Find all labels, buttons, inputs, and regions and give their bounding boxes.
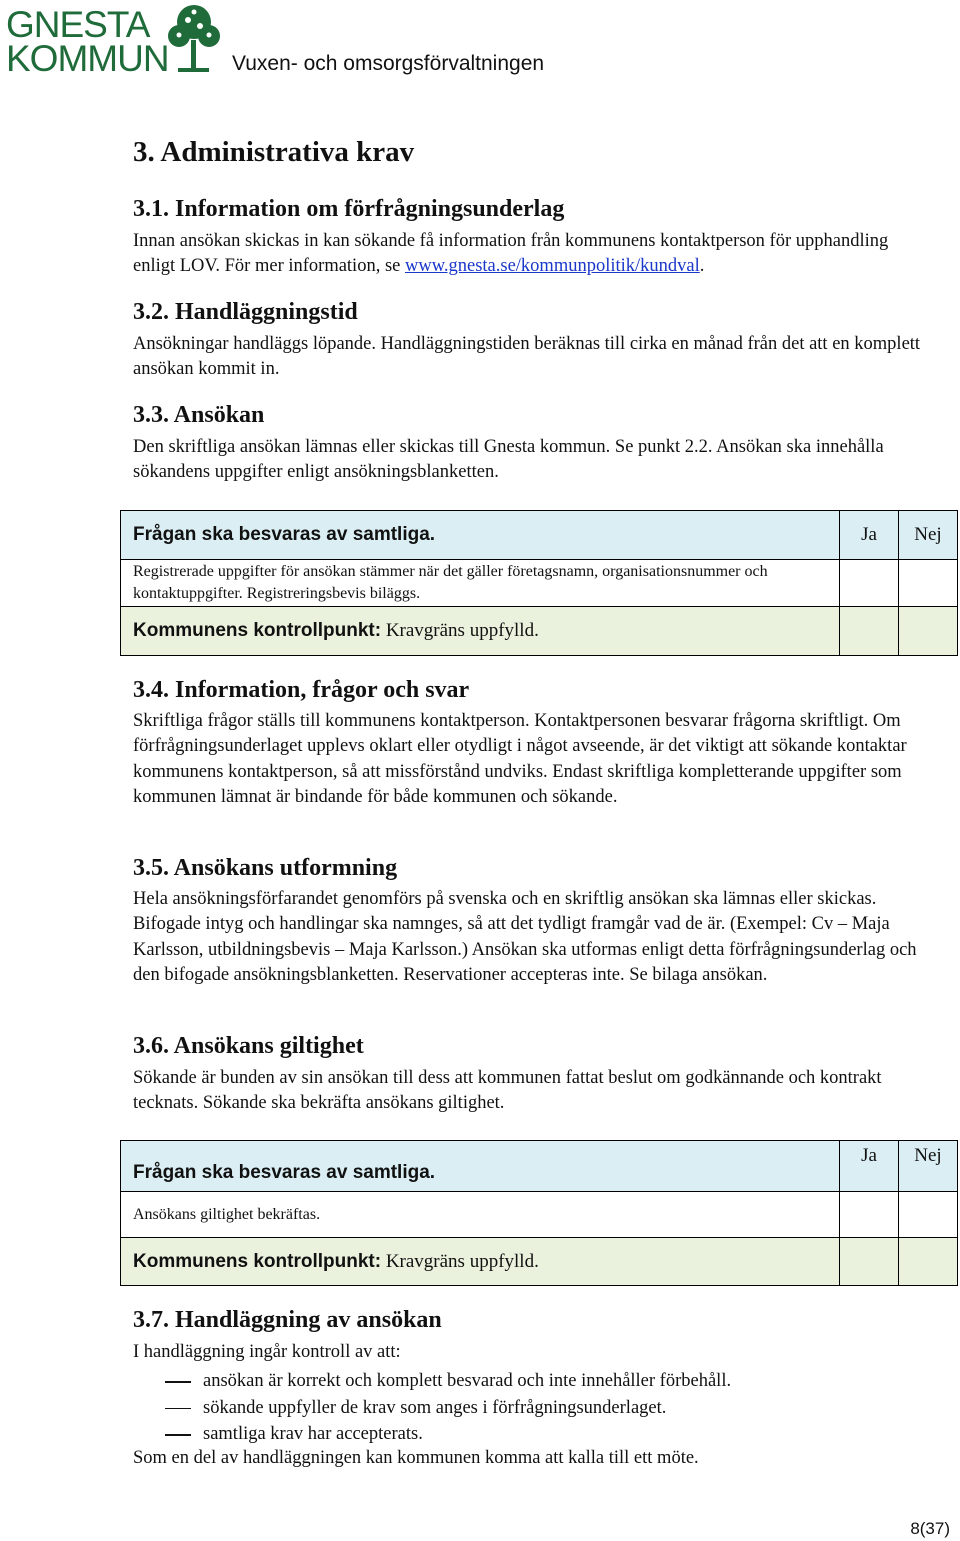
paragraph-3-3: Den skriftliga ansökan lämnas eller skickas till Gnesta kommun. Se punkt 2.2. Ansökan ska innehålla sökandens uppgifter enligt ansökningsblanketten. <box>133 437 884 483</box>
paragraph-3-6: Sökande är bunden av sin ansökan till dess att kommunen fattat beslut om godkännande och kontrakt tecknats. Sökande ska bekräfta ansökans giltighet. <box>133 1068 882 1114</box>
dash-bullet <box>165 1434 191 1436</box>
requirement-table-1 <box>120 510 958 656</box>
table2-control-value: Kravgräns uppfylld. <box>381 1250 539 1272</box>
paragraph-3-7-closing: Som en del av handläggningen kan kommunen komma att kalla till ett möte. <box>133 1448 699 1468</box>
table1-yes-cell[interactable] <box>840 560 899 607</box>
paragraph-3-1-text: Innan ansökan skickas in kan sökande få information från kommunens kontaktperson för upphandling enligt LOV. För mer information, se <box>133 231 889 277</box>
list-item <box>133 1395 731 1422</box>
kundval-link[interactable]: www.gnesta.se/kommunpolitik/kundval <box>404 256 700 277</box>
gnesta-logo <box>4 2 234 79</box>
table2-row-text: Ansökans giltighet bekräftas. <box>121 1192 840 1238</box>
requirement-table-2 <box>120 1140 958 1286</box>
table1-question: Frågan ska besvaras av samtliga. <box>121 511 840 560</box>
paragraph-3-4: Skriftliga frågor ställs till kommunens kontaktperson. Kontaktpersonen besvarar frågorna skriftligt. Om förfrågningsunderlaget upplevs oklart eller otydligt i något avseende, är det viktigt att sökande kontaktar kommunens kontaktperson, så att missförstånd undviks. Endast skriftliga kompletterande uppgifter som kommunen lämnat är bindande för både kommunen och sökande. <box>133 711 907 807</box>
table2-yes-header: Ja <box>840 1141 899 1192</box>
table1-no-header: Nej <box>899 511 958 560</box>
table1-control-label: Kommunens kontrollpunkt: <box>133 620 382 641</box>
logo-line1: GNESTA <box>6 4 150 45</box>
table2-control-label: Kommunens kontrollpunkt: <box>133 1250 382 1272</box>
table2-control-no-cell[interactable] <box>899 1238 958 1286</box>
table2-yes-cell[interactable] <box>840 1192 899 1238</box>
table2-question: Frågan ska besvaras av samtliga. <box>121 1141 840 1192</box>
paragraph-3-2: Ansökningar handläggs löpande. Handläggningstiden beräknas till cirka en månad från det att en komplett ansökan kommit in. <box>133 334 921 380</box>
department-name: Vuxen- och omsorgsförvaltningen <box>232 52 545 75</box>
heading-3-3: 3.3. Ansökan <box>133 402 265 428</box>
heading-3-2: 3.2. Handläggningstid <box>133 299 358 325</box>
dash-bullet <box>165 1408 191 1410</box>
list-item <box>133 1421 731 1448</box>
list-item <box>133 1368 731 1395</box>
list-item-text: sökande uppfyller de krav som anges i förfrågningsunderlaget. <box>203 1397 667 1418</box>
requirement-list <box>133 1368 731 1448</box>
paragraph-3-5: Hela ansökningsförfarandet genomförs på svenska och en skriftlig ansökan ska lämnas eller skickas. Bifogade intyg och handlingar ska namnges, så att det tydligt framgår vad de är. (Exempel: Cv – Maja Karlsson, utbildningsbevis – Maja Karlsson.) Ansökan ska utformas enligt detta förfrågningsunderlag och den bifogade ansökningsblanketten. Reservationer accepteras inte. Se bilaga ansökan. <box>133 889 917 985</box>
heading-3-6: 3.6. Ansökans giltighet <box>133 1033 364 1059</box>
page-number: 8(37) <box>910 1519 950 1538</box>
heading-3-1: 3.1. Information om förfrågningsunderlag <box>133 196 565 222</box>
table1-row-text: Registrerade uppgifter för ansökan stämmer när det gäller företagsnamn, organisationsnummer och kontaktuppgifter. Registreringsbevis biläggs. <box>121 560 840 607</box>
paragraph-3-1-end: . <box>699 256 705 277</box>
table1-control-value: Kravgräns uppfylld. <box>381 620 539 641</box>
table2-control-yes-cell[interactable] <box>840 1238 899 1286</box>
paragraph-3-1 <box>133 229 933 280</box>
logo-line2: KOMMUN <box>6 38 169 79</box>
table1-control-yes-cell[interactable] <box>840 607 899 656</box>
heading-3-7: 3.7. Handläggning av ansökan <box>133 1307 442 1333</box>
table1-control-no-cell[interactable] <box>899 607 958 656</box>
dash-bullet <box>165 1381 191 1383</box>
page-title: 3. Administrativa krav <box>133 136 415 168</box>
table2-control <box>121 1238 840 1286</box>
table2-no-header: Nej <box>899 1141 958 1192</box>
table2-no-cell[interactable] <box>899 1192 958 1238</box>
table1-control <box>121 607 840 656</box>
paragraph-3-7-intro: I handläggning ingår kontroll av att: <box>133 1342 401 1362</box>
list-item-text: samtliga krav har accepterats. <box>203 1424 423 1444</box>
heading-3-5: 3.5. Ansökans utformning <box>133 855 398 881</box>
heading-3-4: 3.4. Information, frågor och svar <box>133 677 470 703</box>
list-item-text: ansökan är korrekt och komplett besvarad och inte innehåller förbehåll. <box>203 1371 732 1391</box>
table1-no-cell[interactable] <box>899 560 958 607</box>
tree-icon <box>164 2 224 74</box>
table1-yes-header: Ja <box>840 511 899 560</box>
